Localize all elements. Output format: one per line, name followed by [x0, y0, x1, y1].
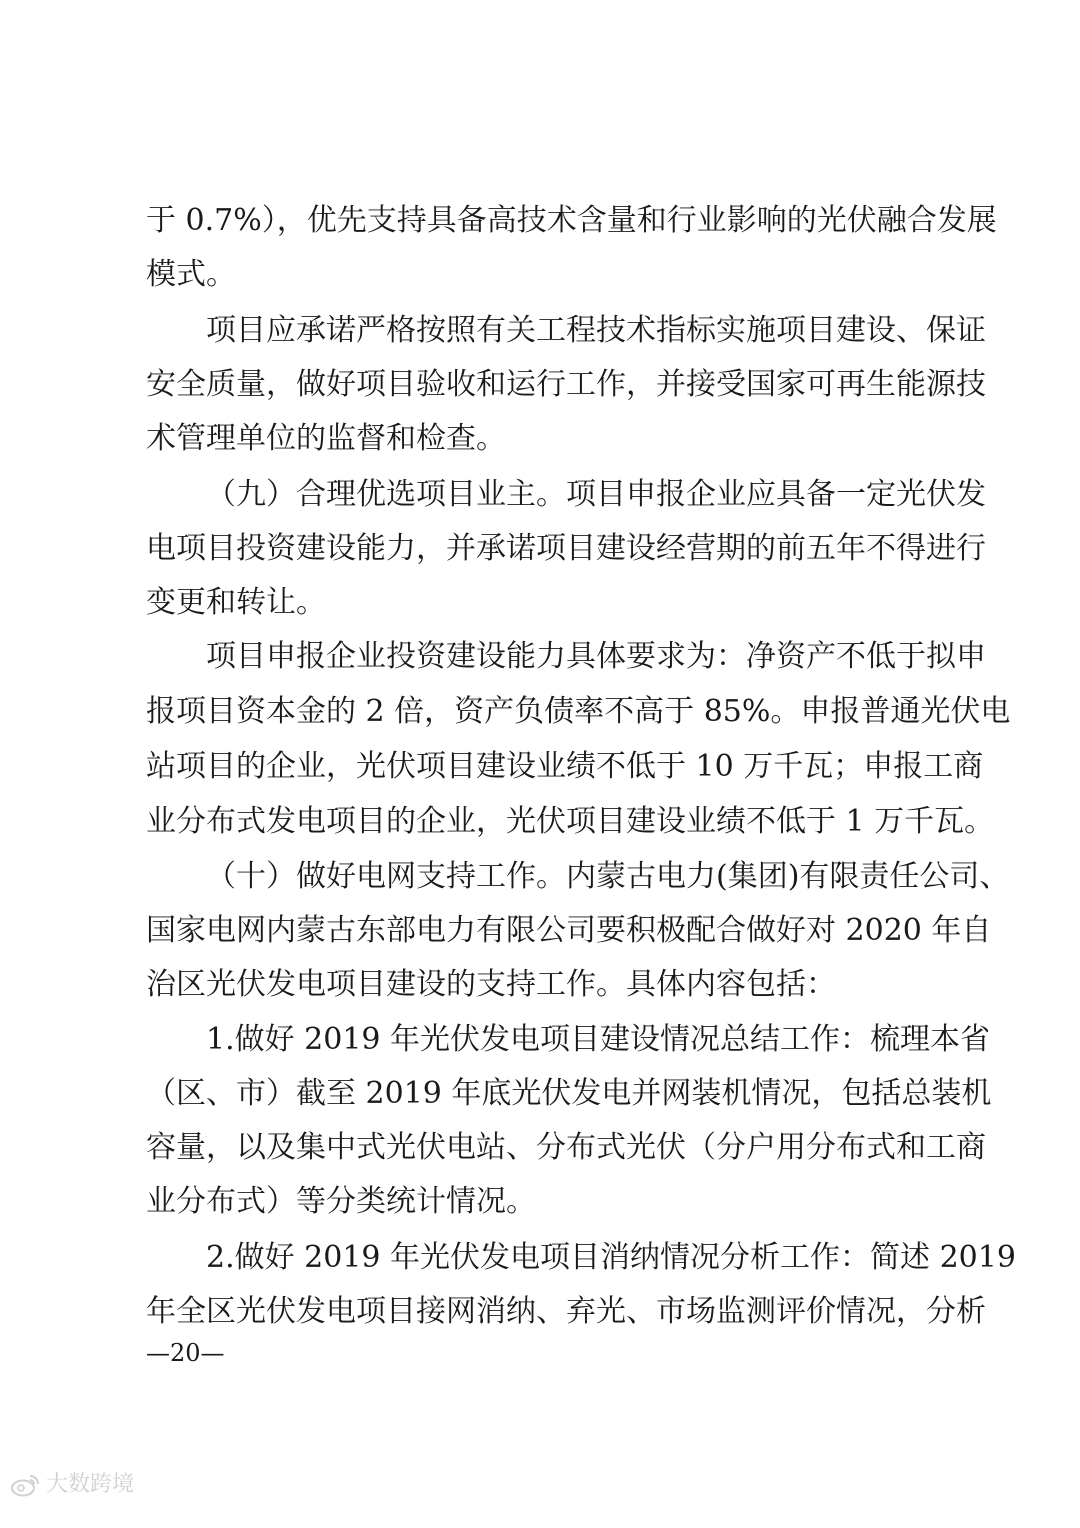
text-line: （九）合理优选项目业主。项目申报企业应具备一定光伏发 [206, 477, 986, 512]
text-line: 年全区光伏发电项目接网消纳、弃光、市场监测评价情况，分析 [146, 1294, 986, 1329]
watermark-text: 大数跨境 [46, 1472, 135, 1497]
text-line: 变更和转让。 [146, 585, 326, 620]
text-line: 国家电网内蒙古东部电力有限公司要积极配合做好对 2020 年自 [146, 913, 992, 948]
text-line: 1.做好 2019 年光伏发电项目建设情况总结工作：梳理本省 [206, 1022, 991, 1057]
text-line: 项目申报企业投资建设能力具体要求为：净资产不低于拟申 [206, 639, 986, 674]
text-line: 治区光伏发电项目建设的支持工作。具体内容包括： [146, 967, 836, 1002]
text-line: 电项目投资建设能力，并承诺项目建设经营期的前五年不得进行 [146, 531, 986, 566]
text-line: 项目应承诺严格按照有关工程技术指标实施项目建设、保证 [206, 313, 986, 348]
text-line: （区、市）截至 2019 年底光伏发电并网装机情况，包括总装机 [146, 1076, 992, 1111]
text-line: 容量，以及集中式光伏电站、分布式光伏（分户用分布式和工商 [146, 1130, 986, 1165]
text-line: 2.做好 2019 年光伏发电项目消纳情况分析工作：简述 2019 [206, 1240, 1016, 1275]
text-line: 报项目资本金的 2 倍，资产负债率不高于 85%。申报普通光伏电 [146, 694, 1011, 729]
watermark [10, 1470, 134, 1500]
text-line: 站项目的企业，光伏项目建设业绩不低于 10 万千瓦；申报工商 [146, 749, 984, 784]
text-line: 术管理单位的监督和检查。 [146, 421, 506, 456]
weibo-icon [10, 1473, 40, 1497]
text-line: 业分布式）等分类统计情况。 [146, 1184, 536, 1219]
text-line: 模式。 [146, 257, 236, 292]
text-line: 业分布式发电项目的企业，光伏项目建设业绩不低于 1 万千瓦。 [146, 804, 995, 839]
text-line: （十）做好电网支持工作。内蒙古电力(集团)有限责任公司、 [206, 859, 1010, 894]
text-line: 安全质量，做好项目验收和运行工作，并接受国家可再生能源技 [146, 367, 986, 402]
text-line: 于 0.7%），优先支持具备高技术含量和行业影响的光伏融合发展 [146, 203, 997, 238]
page-number: —20— [146, 1339, 225, 1367]
